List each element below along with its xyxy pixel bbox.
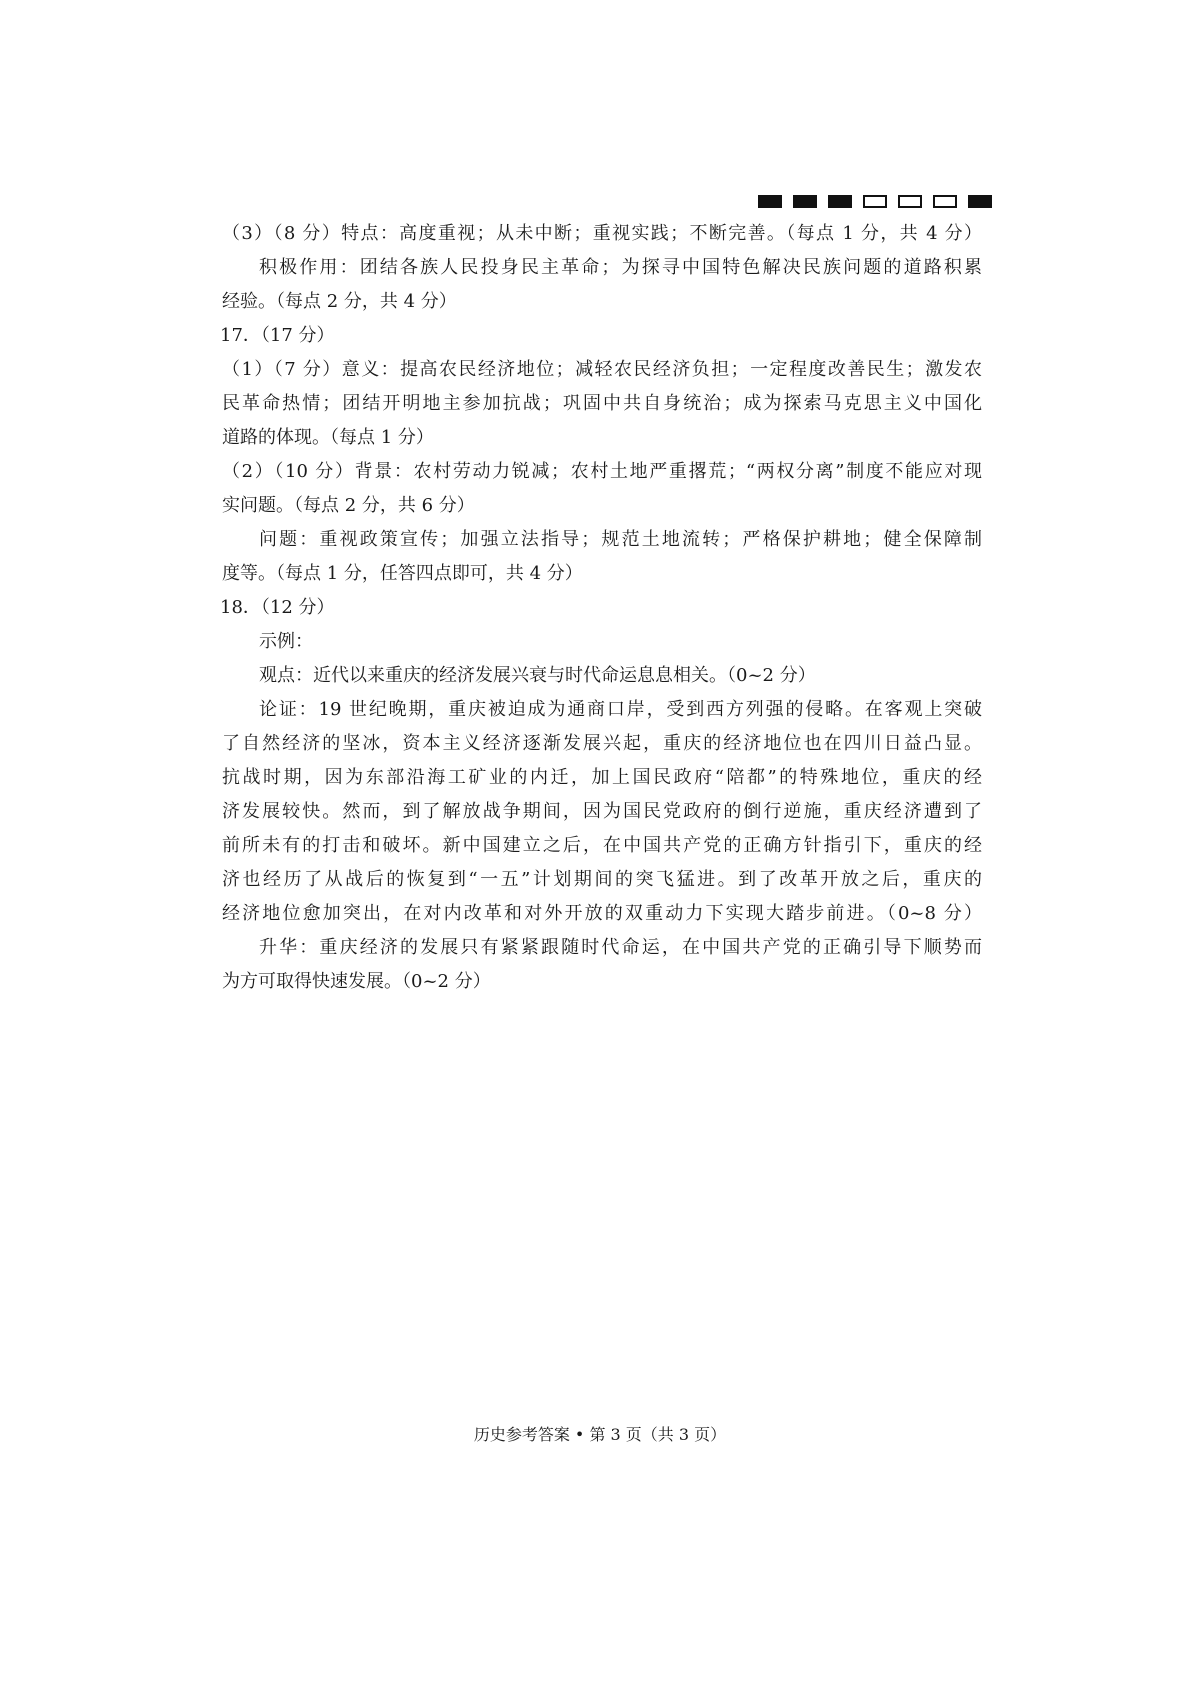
question-number: 17．（17 分） — [220, 325, 335, 346]
answer-line: 论证：19 世纪晚期，重庆被迫成为通商口岸，受到西方列强的侵略。在客观上突破 — [259, 699, 982, 720]
question-number: 18．（12 分） — [220, 597, 335, 618]
header-mark — [828, 195, 852, 208]
answer-line: 道路的体现。（每点 1 分） — [222, 427, 434, 448]
answer-line: 了自然经济的坚冰，资本主义经济逐渐发展兴起，重庆的经济地位也在四川日益凸显。 — [222, 733, 982, 754]
header-mark — [793, 195, 817, 208]
answer-line: 经验。（每点 2 分，共 4 分） — [222, 291, 457, 312]
answer-line: （3）（8 分）特点：高度重视；从未中断；重视实践；不断完善。（每点 1 分，共 4 分） — [222, 223, 982, 244]
answer-line: 问题：重视政策宣传；加强立法指导；规范土地流转；严格保护耕地；健全保障制 — [259, 529, 982, 550]
answer-line: 积极作用：团结各族人民投身民主革命；为探寻中国特色解决民族问题的道路积累 — [259, 257, 982, 278]
answer-line: 民革命热情；团结开明地主参加抗战；巩固中共自身统治；成为探索马克思主义中国化 — [222, 393, 982, 414]
answer-line: 度等。（每点 1 分，任答四点即可，共 4 分） — [222, 563, 583, 584]
answer-line: 前所未有的打击和破坏。新中国建立之后，在中国共产党的正确方针指引下，重庆的经 — [222, 835, 982, 856]
answer-line: （2）（10 分）背景：农村劳动力锐减；农村土地严重撂荒；“两权分离”制度不能应对现 — [222, 461, 982, 482]
answer-line: 升华：重庆经济的发展只有紧紧跟随时代命运，在中国共产党的正确引导下顺势而 — [259, 937, 982, 958]
page-footer: 历史参考答案 • 第 3 页（共 3 页） — [473, 1425, 727, 1444]
answer-line: 经济地位愈加突出，在对内改革和对外开放的双重动力下实现大踏步前进。（0~8 分） — [222, 903, 982, 924]
answer-line: 实问题。（每点 2 分，共 6 分） — [222, 495, 475, 516]
header-marks — [758, 195, 992, 208]
header-mark — [898, 195, 922, 208]
answer-line: 为方可取得快速发展。（0~2 分） — [222, 971, 491, 992]
answer-line: 示例： — [259, 631, 313, 652]
header-mark — [758, 195, 782, 208]
answer-line: 济也经历了从战后的恢复到“一五”计划期间的突飞猛进。到了改革开放之后，重庆的 — [222, 869, 982, 890]
header-mark — [933, 195, 957, 208]
answer-line: （1）（7 分）意义：提高农民经济地位；减轻农民经济负担；一定程度改善民生；激发农 — [222, 359, 982, 380]
answer-line: 抗战时期，因为东部沿海工矿业的内迁，加上国民政府“陪都”的特殊地位，重庆的经 — [222, 767, 982, 788]
header-mark — [968, 195, 992, 208]
answer-line: 济发展较快。然而，到了解放战争期间，因为国民党政府的倒行逆施，重庆经济遭到了 — [222, 801, 982, 822]
header-mark — [863, 195, 887, 208]
answer-line: 观点：近代以来重庆的经济发展兴衰与时代命运息息相关。（0~2 分） — [259, 665, 816, 686]
